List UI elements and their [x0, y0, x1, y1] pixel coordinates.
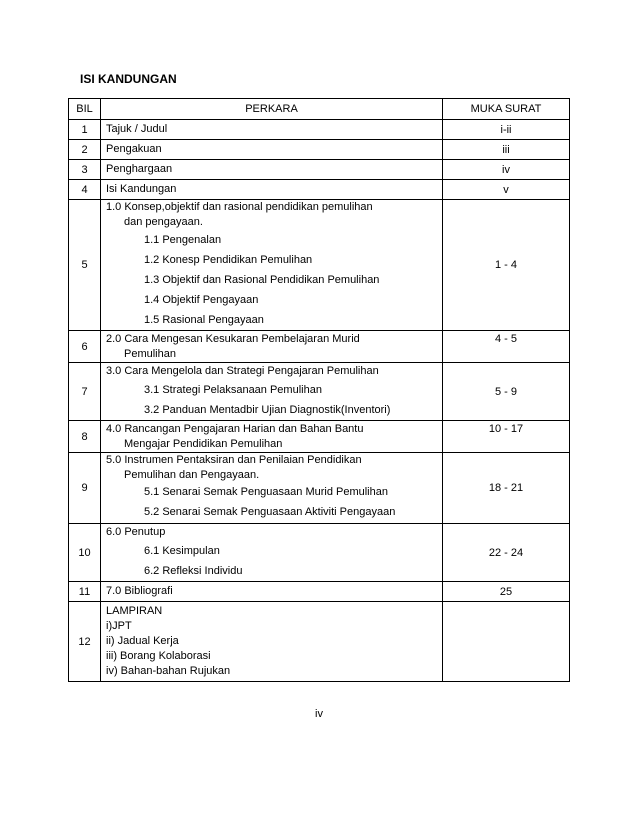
row-item	[101, 582, 443, 602]
row-number: 7	[69, 363, 101, 421]
row-item	[101, 120, 443, 140]
row-page: 4 - 5	[443, 331, 570, 363]
row-number: 3	[69, 160, 101, 180]
item-line: 3.2 Panduan Mentadbir Ujian Diagnostik(Inventori)	[144, 404, 391, 416]
item-line: 5.1 Senarai Semak Penguasaan Murid Pemulihan	[144, 486, 388, 498]
item-line: 1.4 Objektif Pengayaan	[144, 294, 259, 306]
item-line: 3.0 Cara Mengelola dan Strategi Pengajaran Pemulihan	[106, 365, 379, 377]
row-item	[101, 180, 443, 200]
table-header-row	[69, 99, 570, 120]
item-line: 3.1 Strategi Pelaksanaan Pemulihan	[144, 384, 322, 396]
row-page: 22 - 24	[443, 524, 570, 582]
item-line: Tajuk / Judul	[106, 123, 168, 135]
row-item	[101, 602, 443, 682]
table-row	[69, 120, 570, 140]
row-item	[101, 524, 443, 582]
row-page: 18 - 21	[443, 453, 570, 524]
header-bil: BIL	[69, 99, 101, 120]
item-line: 5.0 Instrumen Pentaksiran dan Penilaian Pendidikan	[106, 454, 362, 466]
item-line: 1.5 Rasional Pengayaan	[144, 314, 264, 326]
page-number: iv	[315, 708, 323, 720]
row-number: 4	[69, 180, 101, 200]
header-muka-surat: MUKA SURAT	[443, 99, 570, 120]
table-row	[69, 363, 570, 421]
row-page: i-ii	[443, 120, 570, 140]
row-item	[101, 160, 443, 180]
header-perkara: PERKARA	[101, 99, 443, 120]
item-line: Pemulihan	[124, 347, 176, 360]
item-line: ii) Jadual Kerja	[106, 635, 179, 647]
item-line: 7.0 Bibliografi	[106, 585, 173, 597]
row-number: 10	[69, 524, 101, 582]
row-number: 2	[69, 140, 101, 160]
item-line: 1.0 Konsep,objektif dan rasional pendidikan pemulihan	[106, 201, 373, 213]
item-line: iii) Borang Kolaborasi	[106, 650, 211, 662]
row-page: 10 - 17	[443, 421, 570, 453]
item-line: Penghargaan	[106, 163, 173, 175]
row-page: 5 - 9	[443, 363, 570, 421]
row-item	[101, 200, 443, 331]
item-line: 4.0 Rancangan Pengajaran Harian dan Bahan Bantu	[106, 422, 364, 435]
document-title: ISI KANDUNGAN	[80, 72, 177, 86]
item-line: Isi Kandungan	[106, 183, 177, 195]
row-number: 5	[69, 200, 101, 331]
table-row	[69, 421, 570, 453]
row-number: 11	[69, 582, 101, 602]
row-page: iv	[443, 160, 570, 180]
table-row	[69, 453, 570, 524]
row-item	[101, 331, 443, 363]
row-item	[101, 421, 443, 453]
item-line: dan pengayaan.	[124, 216, 203, 228]
row-item	[101, 363, 443, 421]
table-of-contents	[68, 98, 570, 682]
row-item	[101, 140, 443, 160]
row-number: 6	[69, 331, 101, 363]
item-line: Mengajar Pendidikan Pemulihan	[124, 437, 283, 450]
table-row	[69, 524, 570, 582]
item-line: iv) Bahan-bahan Rujukan	[106, 665, 231, 677]
row-page: 1 - 4	[443, 200, 570, 331]
row-page: 25	[443, 582, 570, 602]
table-row	[69, 331, 570, 363]
item-line: i)JPT	[106, 620, 132, 632]
row-number: 8	[69, 421, 101, 453]
item-line: Pemulihan dan Pengayaan.	[124, 469, 260, 481]
item-line: 5.2 Senarai Semak Penguasaan Aktiviti Pengayaan	[144, 506, 396, 518]
item-line: 6.2 Refleksi Individu	[144, 565, 243, 577]
row-number: 9	[69, 453, 101, 524]
table-row	[69, 582, 570, 602]
item-line: 6.1 Kesimpulan	[144, 545, 220, 557]
row-item	[101, 453, 443, 524]
item-line: 2.0 Cara Mengesan Kesukaran Pembelajaran Murid	[106, 332, 360, 345]
table-row	[69, 140, 570, 160]
item-line: 1.1 Pengenalan	[144, 234, 222, 246]
table-row	[69, 180, 570, 200]
item-line: 1.3 Objektif dan Rasional Pendidikan Pemulihan	[144, 274, 380, 286]
item-line: Pengakuan	[106, 143, 162, 155]
table-row	[69, 602, 570, 682]
table-row	[69, 160, 570, 180]
row-page: iii	[443, 140, 570, 160]
row-page: v	[443, 180, 570, 200]
item-line: 1.2 Konesp Pendidikan Pemulihan	[144, 254, 313, 266]
row-number: 12	[69, 602, 101, 682]
row-page	[443, 602, 570, 682]
row-number: 1	[69, 120, 101, 140]
table-row	[69, 200, 570, 331]
item-line: LAMPIRAN	[106, 605, 163, 617]
item-line: 6.0 Penutup	[106, 526, 166, 538]
